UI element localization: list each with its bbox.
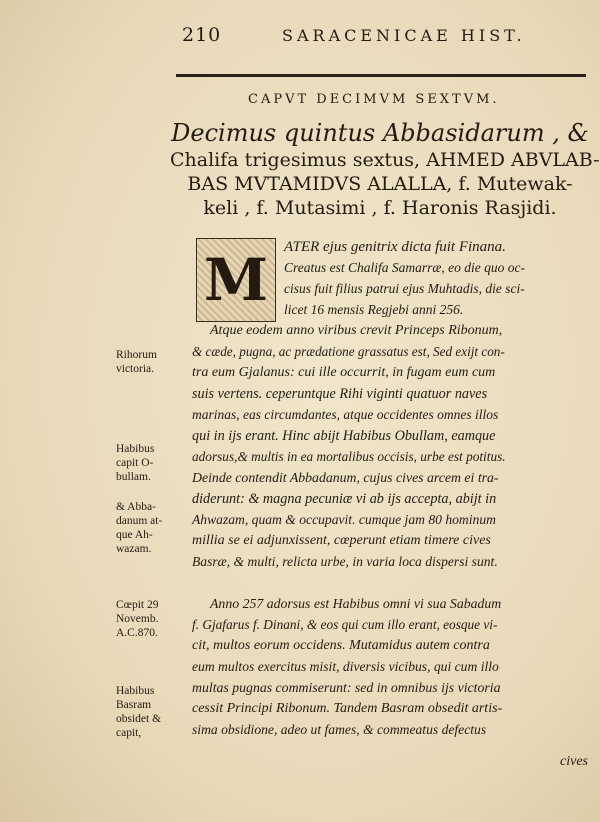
margin-note: Habibus Basram obsidet & capit, (116, 685, 162, 739)
catchword: cives (560, 754, 588, 769)
body-line: cisus fuit filius patrui ejus Muhtadis, die sci- (284, 281, 525, 296)
chapter-heading: CAPVT DECIMVM SEXTVM. (248, 92, 500, 107)
body-line: multas pugnas commiserunt: sed in omnibus ijs victoria (192, 680, 501, 695)
margin-note: Cœpit 29 Novemb. A.C.870. (116, 599, 159, 639)
body-line: diderunt: & magna pecuniæ vi ab ijs accepta, abijt in (192, 491, 497, 507)
body-line: licet 16 mensis Regjebi anni 256. (284, 302, 464, 317)
body-line: qui in ijs erant. Hinc abijt Habibus Obullam, eamque (192, 428, 496, 444)
margin-note: & Abba- danum at- que Ah- wazam. (116, 501, 163, 555)
body-line: eum multos exercitus misit, diversis vicibus, qui cum illo (192, 659, 499, 674)
body-line: millia se ei adjunxissent, cœperunt etiam timere cives (192, 533, 491, 548)
body-line: marinas, eas circumdantes, atque occidentes omnes illos (192, 407, 499, 422)
body-line: Basræ, & multi, relicta urbe, in varia loca dispersi sunt. (192, 554, 498, 569)
body-line: ATER ejus genitrix dicta fuit Finana. (284, 239, 506, 255)
drop-cap-letter: M (203, 246, 269, 314)
header-rule (176, 74, 586, 77)
body-line: Anno 257 adorsus est Habibus omni vi sua Sabadum (210, 596, 502, 611)
body-line: suis vertens. ceperuntque Rihi viginti quatuor naves (192, 386, 488, 402)
page-number: 210 (182, 24, 222, 46)
chapter-title-line: Chalifa trigesimus sextus, AHMED ABVLAB- (170, 149, 600, 171)
body-line: cit, multos eorum occidens. Mutamidus autem contra (192, 638, 490, 653)
body-line: adorsus,& multis in ea mortalibus occisis, urbe est potitus. (192, 449, 506, 464)
margin-note: Rihorum victoria. (116, 349, 157, 375)
body-line: f. Gjafarus f. Dinani, & eos qui cum illo erant, eosque vi- (192, 617, 498, 632)
body-line: & cæde, pugna, ac prædatione grassatus est, Sed exijt con- (192, 344, 505, 359)
body-line: Deinde contendit Abbadanum, cujus cives arcem ei tra- (192, 470, 499, 485)
body-line: cessit Principi Ribonum. Tandem Basram obsedit artis- (192, 701, 503, 716)
chapter-title-line: keli , f. Mutasimi , f. Haronis Rasjidi. (203, 197, 557, 219)
body-line: Ahwazam, quam & occupavit. cumque jam 80 hominum (192, 512, 496, 527)
margin-note: Habibus capit O- bullam. (116, 443, 155, 483)
running-head: SARACENICAE HIST. (282, 26, 526, 45)
page-header (182, 24, 582, 48)
chapter-title-line: BAS MVTAMIDVS ALALLA, f. Mutewak- (187, 173, 573, 195)
chapter-title-line: Decimus quintus Abbasidarum , & (171, 119, 589, 147)
chapter-title (170, 118, 600, 220)
body-line: Creatus est Chalifa Samarræ, eo die quo oc- (284, 260, 525, 275)
drop-cap-initial (196, 238, 276, 322)
body-line: tra eum Gjalanus: cui ille occurrit, in fugam eum cum (192, 365, 496, 380)
body-line: Atque eodem anno viribus crevit Princeps Ribonum, (210, 323, 503, 338)
body-line: sima obsidione, adeo ut fames, & commeatus defectus (192, 722, 487, 737)
